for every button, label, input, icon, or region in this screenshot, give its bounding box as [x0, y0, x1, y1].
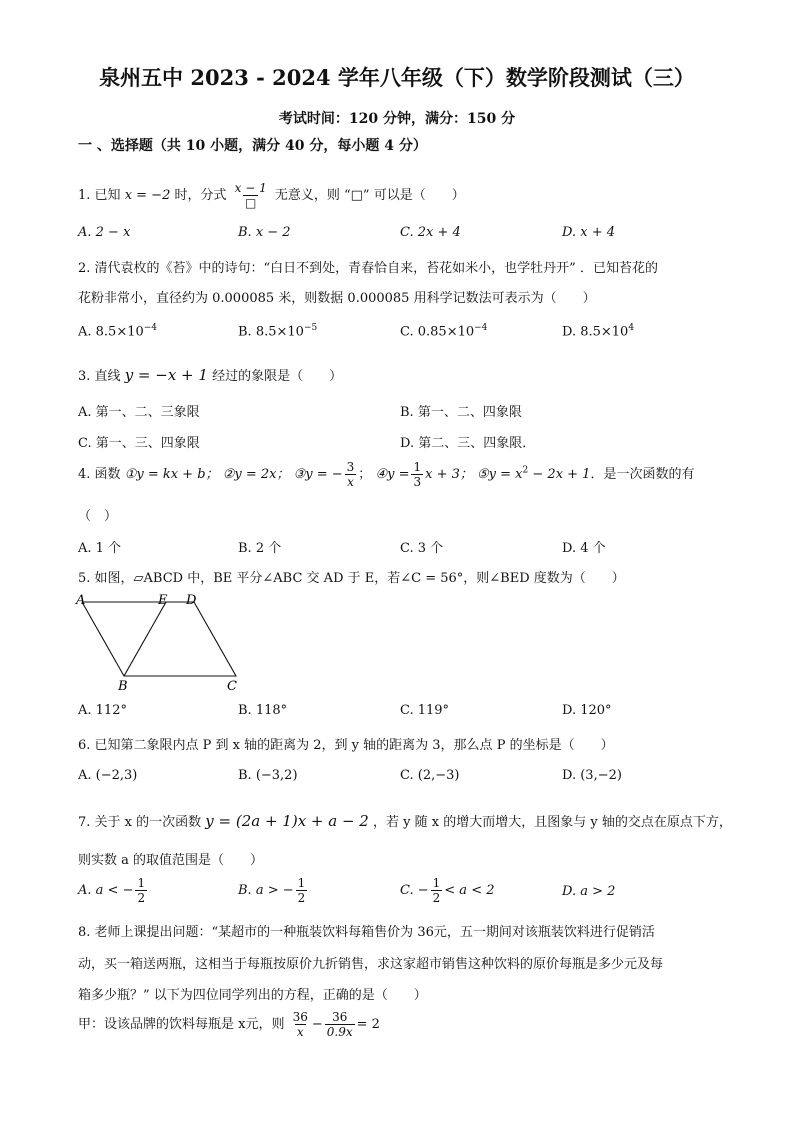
question-4-stem: 4. 函数 ①y = kx + b； ②y = 2x； ③y = − $\frac{3}{x}$ ； ④y = $\frac{1}{3}$ x + 3； ⑤y = $x^2 - 2x + 1$．是一次函数的有	[78, 460, 695, 489]
question-4-paren: （ ）	[78, 509, 118, 524]
question-1-option-a[interactable]: A. 2 − x	[78, 225, 131, 240]
question-8-line-3: 箱多少瓶？” 以下为四位同学列出的方程，正确的是（ ）	[78, 988, 427, 1003]
question-3-option-d[interactable]: D. 第二、三、四象限．	[400, 436, 536, 451]
section-heading: 一 、选择题（共 10 小题，满分 40 分，每小题 4 分）	[78, 138, 427, 154]
question-6-stem: 6. 已知第二象限内点 P 到 x 轴的距离为 2，到 y 轴的距离为 3，那么点 P 的坐标是（ ）	[78, 738, 614, 753]
question-8-line-2: 动，买一箱送两瓶，这相当于每瓶按原价九折销售，求这家超市销售这种饮料的原价每瓶是多少元及每	[78, 957, 664, 972]
page-title: 泉州五中 2023 - 2024 学年八年级（下）数学阶段测试（三）	[99, 65, 695, 90]
question-7-option-c[interactable]: C. − $\frac{1}{2}$ < a < 2	[400, 876, 495, 905]
question-5-option-b[interactable]: B. 118°	[238, 703, 288, 718]
question-2-line-1: 2. 清代袁枚的《苔》中的诗句：“白日不到处，青春恰自来，苔花如米小，也学牡丹开” ．已知苔花的	[78, 261, 658, 276]
question-7-option-a[interactable]: A. a < − $\frac{1}{2}$	[78, 876, 146, 905]
question-4-option-c[interactable]: C. 3 个	[400, 541, 444, 556]
question-7-option-b[interactable]: B. a > − $\frac{1}{2}$	[238, 876, 306, 905]
question-4-option-b[interactable]: B. 2 个	[238, 541, 282, 556]
question-3-stem: 3. 直线 y = −x + 1 经过的象限是（ ）	[78, 366, 343, 384]
question-5-option-a[interactable]: A. 112°	[78, 703, 127, 718]
question-7-line-2: 则实数 a 的取值范围是（ ）	[78, 853, 264, 868]
question-6-option-c[interactable]: C. (2,−3)	[400, 768, 460, 783]
question-6-option-b[interactable]: B. (−3,2)	[238, 768, 298, 783]
question-6-option-a[interactable]: A. (−2,3)	[78, 768, 138, 783]
label-a: A	[76, 593, 86, 608]
question-3-option-c[interactable]: C. 第一、三、四象限	[78, 436, 200, 451]
question-6-option-d[interactable]: D. (3,−2)	[562, 768, 622, 783]
question-8-line-1: 8. 老师上课提出问题：“某超市的一种瓶装饮料每箱售价为 36元，五一期间对该瓶装饮料进行促销活	[78, 925, 655, 940]
segment-be	[124, 602, 166, 676]
parallelogram-outline	[82, 602, 236, 676]
question-2-option-a[interactable]: A. $8.5\times 10^{-4}$	[78, 323, 158, 340]
question-2-line-2: 花粉非常小，直径约为 0.000085 米，则数据 0.000085 用科学记数法可表示为（ ）	[78, 291, 596, 306]
question-5-stem: 5. 如图，▱ABCD 中，BE 平分∠ABC 交 AD 于 E，若∠C = 56°，则∠BED 度数为（ ）	[78, 571, 625, 586]
question-2-option-c[interactable]: C. $0.85\times 10^{-4}$	[400, 323, 488, 340]
question-7-option-d[interactable]: D. a > 2	[562, 884, 616, 899]
question-3-option-a[interactable]: A. 第一、二、三象限	[78, 405, 200, 420]
question-2-option-d[interactable]: D. $8.5\times 10^4$	[562, 323, 635, 340]
question-1-fraction: $\frac{x - 1}{□}$	[234, 181, 267, 210]
question-1-option-d[interactable]: D. x + 4	[562, 225, 615, 240]
question-1-option-b[interactable]: B. x − 2	[238, 225, 291, 240]
question-4-option-a[interactable]: A. 1 个	[78, 541, 122, 556]
label-e: E	[158, 593, 168, 608]
exam-info: 考试时间：120 分钟，满分：150 分	[278, 111, 516, 127]
question-4-option-d[interactable]: D. 4 个	[562, 541, 606, 556]
question-5-option-c[interactable]: C. 119°	[400, 703, 450, 718]
question-5-option-d[interactable]: D. 120°	[562, 703, 612, 718]
question-7-line-1: 7. 关于 x 的一次函数 y = (2a + 1)x + a − 2 ，若 y 随 x 的增大而增大，且图象与 y 轴的交点在原点下方，	[78, 812, 732, 830]
parallelogram-figure	[74, 590, 254, 694]
question-1-stem: 1. 已知 x = −2 时，分式 $\frac{x - 1}{□}$ 无意义，则 “□” 可以是（ ）	[78, 181, 465, 210]
question-2-option-b[interactable]: B. $8.5\times 10^{-5}$	[238, 323, 318, 340]
label-c: C	[227, 679, 237, 694]
label-d: D	[186, 593, 197, 608]
question-8-option-jia: 甲：设该品牌的饮料每瓶是 x元，则 $\frac{36}{x}$ − $\frac{36}{0.9x}$ = 2	[78, 1010, 380, 1039]
question-3-option-b[interactable]: B. 第一、二、四象限	[400, 405, 522, 420]
label-b: B	[118, 679, 128, 694]
question-1-option-c[interactable]: C. 2x + 4	[400, 225, 461, 240]
